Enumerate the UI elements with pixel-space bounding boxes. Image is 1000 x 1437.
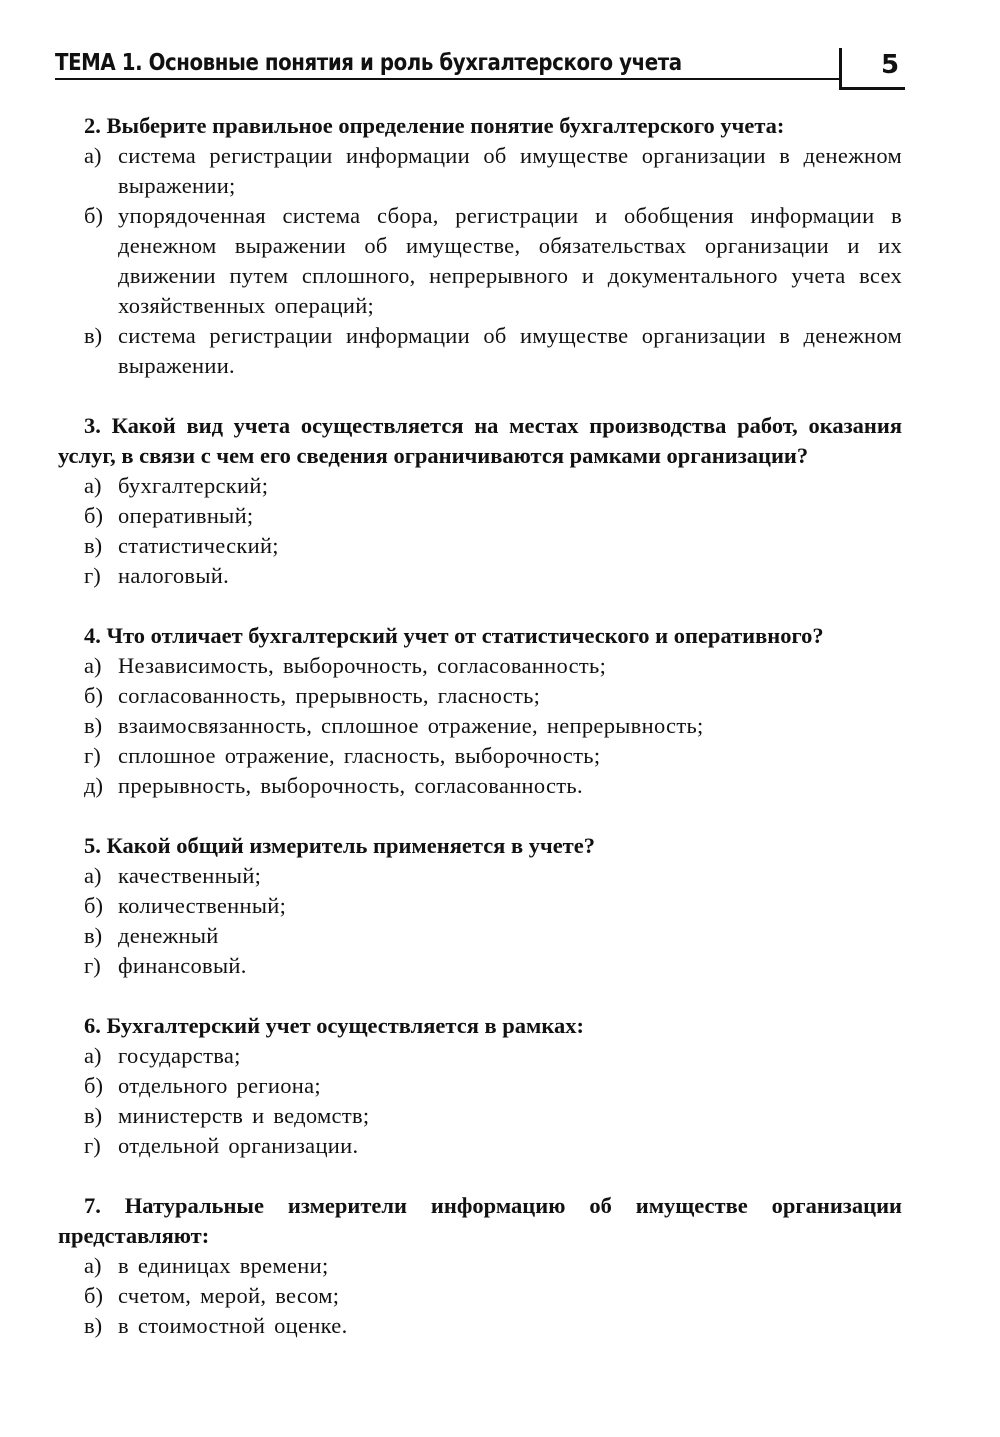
answer-letter: в) bbox=[84, 1103, 103, 1128]
answer-option bbox=[84, 1251, 902, 1281]
answer-letter: б) bbox=[84, 683, 103, 708]
answer-letter: б) bbox=[84, 503, 103, 528]
answer-option bbox=[84, 501, 902, 531]
chapter-title: ТЕМА 1. Основные понятия и роль бухгалтерского учета bbox=[55, 50, 682, 76]
answer-option bbox=[84, 321, 902, 381]
answer-letter: а) bbox=[84, 473, 102, 498]
answer-text: количественный; bbox=[118, 893, 287, 918]
answer-text: денежный bbox=[118, 923, 219, 948]
answer-letter: а) bbox=[84, 863, 102, 888]
answer-letter: в) bbox=[84, 713, 103, 738]
question-7 bbox=[58, 1191, 902, 1341]
answer-option bbox=[84, 651, 902, 681]
page-number-underline bbox=[839, 87, 905, 90]
answer-text: финансовый. bbox=[118, 953, 247, 978]
question-5 bbox=[84, 831, 902, 981]
answer-option bbox=[84, 771, 902, 801]
answer-text: в единицах времени; bbox=[118, 1253, 329, 1278]
question-6 bbox=[84, 1011, 902, 1161]
answer-list bbox=[84, 1251, 902, 1341]
answer-letter: а) bbox=[84, 1253, 102, 1278]
question-text: 6. Бухгалтерский учет осуществляется в рамках: bbox=[84, 1013, 584, 1038]
page-header bbox=[55, 44, 905, 90]
question-text: 7. Натуральные измерители информацию об имуществе организации представляют: bbox=[58, 1193, 902, 1248]
question-2 bbox=[84, 111, 902, 381]
answer-letter: г) bbox=[84, 1133, 101, 1158]
answer-text: оперативный; bbox=[118, 503, 254, 528]
answer-text: прерывность, выборочность, согласованность. bbox=[118, 773, 583, 798]
answer-text: бухгалтерский; bbox=[118, 473, 269, 498]
answer-text: взаимосвязанность, сплошное отражение, непрерывность; bbox=[118, 713, 704, 738]
answer-letter: г) bbox=[84, 563, 101, 588]
answer-text: статистический; bbox=[118, 533, 279, 558]
answer-option bbox=[84, 471, 902, 501]
answer-option bbox=[84, 1041, 902, 1071]
answer-text: Независимость, выборочность, согласованность; bbox=[118, 653, 607, 678]
answer-option bbox=[84, 1311, 902, 1341]
answer-text: система регистрации информации об имуществе организации в денежном выражении. bbox=[118, 323, 902, 378]
answer-option bbox=[84, 561, 902, 591]
answer-letter: в) bbox=[84, 923, 103, 948]
answer-text: отдельной организации. bbox=[118, 1133, 359, 1158]
question-text: 4. Что отличает бухгалтерский учет от статистического и оперативного? bbox=[84, 623, 824, 648]
question-text: 2. Выберите правильное определение понятие бухгалтерского учета: bbox=[84, 113, 785, 138]
answer-option bbox=[84, 711, 902, 741]
question-text: 5. Какой общий измеритель применяется в учете? bbox=[84, 833, 595, 858]
answer-text: упорядоченная система сбора, регистрации и обобщения информации в денежном выражении об имуществе, обязательствах организации и их движении путем сплошного, непрерывного и документального учета всех хозяйственных операций; bbox=[118, 203, 902, 318]
header-rule bbox=[55, 78, 839, 80]
answer-text: отдельного региона; bbox=[118, 1073, 321, 1098]
answer-option bbox=[84, 201, 902, 321]
answer-letter: д) bbox=[84, 773, 103, 798]
answer-text: согласованность, прерывность, гласность; bbox=[118, 683, 541, 708]
answer-option bbox=[84, 1281, 902, 1311]
answer-option bbox=[84, 861, 902, 891]
header-divider bbox=[839, 48, 842, 90]
answer-text: сплошное отражение, гласность, выборочность; bbox=[118, 743, 601, 768]
answer-letter: б) bbox=[84, 1073, 103, 1098]
answer-option bbox=[84, 531, 902, 561]
answer-letter: а) bbox=[84, 143, 102, 168]
answer-option bbox=[84, 891, 902, 921]
answer-letter: г) bbox=[84, 953, 101, 978]
answer-list bbox=[84, 471, 902, 591]
answer-list bbox=[84, 651, 902, 801]
answer-list bbox=[84, 1041, 902, 1161]
answer-option bbox=[84, 1071, 902, 1101]
question-text: 3. Какой вид учета осуществляется на местах производства работ, оказания услуг, в связи с чем его сведения ограничиваются рамками организации? bbox=[58, 413, 902, 468]
answer-letter: б) bbox=[84, 203, 103, 228]
answer-text: система регистрации информации об имуществе организации в денежном выражении; bbox=[118, 143, 902, 198]
answer-letter: в) bbox=[84, 1313, 103, 1338]
answer-letter: б) bbox=[84, 893, 103, 918]
answer-option bbox=[84, 741, 902, 771]
answer-text: счетом, мерой, весом; bbox=[118, 1283, 340, 1308]
answer-text: государства; bbox=[118, 1043, 241, 1068]
answer-option bbox=[84, 1131, 902, 1161]
answer-option bbox=[84, 141, 902, 201]
answer-option bbox=[84, 1101, 902, 1131]
question-3 bbox=[58, 411, 902, 591]
answer-letter: в) bbox=[84, 323, 103, 348]
answer-option bbox=[84, 921, 902, 951]
answer-option bbox=[84, 681, 902, 711]
answer-text: качественный; bbox=[118, 863, 262, 888]
answer-list bbox=[84, 141, 902, 381]
answer-text: министерств и ведомств; bbox=[118, 1103, 370, 1128]
answer-option bbox=[84, 951, 902, 981]
answer-list bbox=[84, 861, 902, 981]
answer-text: в стоимостной оценке. bbox=[118, 1313, 348, 1338]
answer-letter: в) bbox=[84, 533, 103, 558]
page-number: 5 bbox=[881, 50, 900, 80]
answer-letter: г) bbox=[84, 743, 101, 768]
answer-text: налоговый. bbox=[118, 563, 230, 588]
answer-letter: б) bbox=[84, 1283, 103, 1308]
questions-list bbox=[58, 111, 902, 1371]
answer-letter: а) bbox=[84, 1043, 102, 1068]
question-4 bbox=[84, 621, 902, 801]
answer-letter: а) bbox=[84, 653, 102, 678]
